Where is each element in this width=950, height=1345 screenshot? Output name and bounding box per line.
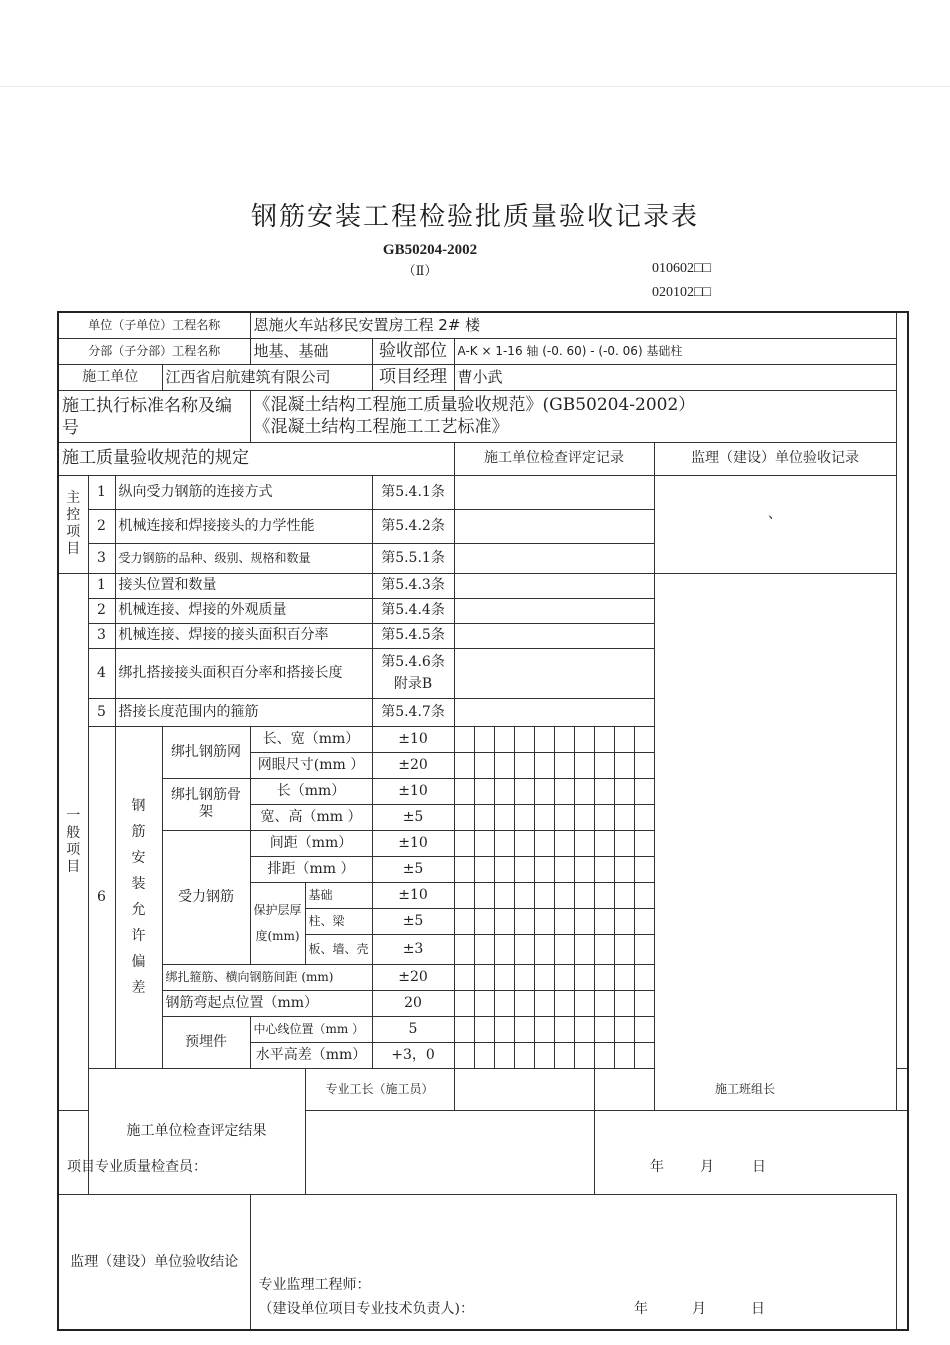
- main-mark: 、: [768, 505, 783, 522]
- grid-cell: [474, 1042, 494, 1068]
- grid-cell: [534, 1042, 554, 1068]
- main-item-clause: 第5.5.1条: [372, 543, 454, 573]
- grid-cell: [534, 882, 554, 908]
- grid-cell: [594, 990, 614, 1016]
- grid-cell: [534, 934, 554, 964]
- spec-label: 施工质量验收规范的规定: [58, 442, 454, 475]
- grid-cell: [474, 752, 494, 778]
- supervise-label: 监理（建设）单位验收记录: [654, 442, 896, 475]
- tol-item: 钢筋弯起点位置（mm）: [162, 990, 372, 1016]
- grid-cell: [554, 778, 574, 804]
- inspector-cell: 项目专业质量检查员： 年 月 日: [58, 1110, 594, 1194]
- contractor-label: 施工单位: [58, 364, 162, 390]
- tol-value: +3，0: [372, 1042, 454, 1068]
- general-item-clause: 第5.4.4条: [372, 598, 454, 623]
- grid-cell: [514, 1016, 534, 1042]
- general-item-clause: 第5.4.3条: [372, 573, 454, 598]
- part-value: 地基、基础: [250, 338, 372, 364]
- grid-cell: [534, 726, 554, 752]
- grid-cell: [634, 778, 654, 804]
- grid-cell: [474, 778, 494, 804]
- grid-cell: [474, 804, 494, 830]
- grid-cell: [574, 882, 594, 908]
- grid-cell: [594, 1042, 614, 1068]
- grid-cell: [554, 804, 574, 830]
- grid-cell: [554, 1016, 574, 1042]
- general-item-no: 4: [88, 648, 115, 698]
- grid-cell: [554, 726, 574, 752]
- tol-value: ±10: [372, 882, 454, 908]
- main-supervise-record: [654, 475, 896, 573]
- general-item-check: [454, 598, 654, 623]
- exec-std-values: [250, 390, 896, 442]
- general-item-clause-cell: [372, 648, 454, 698]
- grid-cell: [614, 830, 634, 856]
- engineer-month: 月: [692, 1300, 706, 1317]
- unit-label: 单位（子单位）工程名称: [58, 312, 250, 338]
- tol-group-label: [115, 726, 162, 1068]
- grid-cell: [554, 752, 574, 778]
- team-value: [896, 1068, 908, 1110]
- pm-label: 项目经理: [372, 364, 454, 390]
- general-item-clause-appendix: 附录B: [393, 676, 433, 692]
- form-code-2: 020102□□: [652, 285, 711, 300]
- grid-cell: [474, 964, 494, 990]
- general-item-check: [454, 698, 654, 726]
- grid-cell: [494, 964, 514, 990]
- grid-cell: [474, 934, 494, 964]
- main-group-text: 主控项目: [66, 490, 81, 557]
- general-item-text: 机械连接、焊接的外观质量: [115, 598, 372, 623]
- tol-group-text: 钢筋安装允许偏差: [131, 798, 146, 996]
- grid-cell: [614, 1042, 634, 1068]
- tol-value: ±10: [372, 726, 454, 752]
- main-item-clause: 第5.4.2条: [372, 509, 454, 543]
- grid-cell: [534, 1016, 554, 1042]
- grid-cell: [454, 778, 474, 804]
- grid-cell: [574, 778, 594, 804]
- grid-cell: [594, 726, 614, 752]
- grid-cell: [494, 804, 514, 830]
- grid-cell: [514, 964, 534, 990]
- general-item-text: 搭接长度范围内的箍筋: [115, 698, 372, 726]
- inspector-label: 项目专业质量检查员：: [67, 1158, 207, 1175]
- main-row-1: [58, 475, 908, 509]
- engineer-day: 日: [751, 1300, 765, 1317]
- unit-value: 恩施火车站移民安置房工程 2# 楼: [250, 312, 896, 338]
- grid-cell: [594, 1016, 614, 1042]
- grid-cell: [554, 934, 574, 964]
- grid-cell: [634, 1016, 654, 1042]
- grid-cell: [494, 778, 514, 804]
- grid-cell: [634, 856, 654, 882]
- general-item-no: 3: [88, 623, 115, 648]
- general-item-text: 绑扎搭接接头面积百分率和搭接长度: [115, 648, 372, 698]
- grid-cell: [594, 882, 614, 908]
- grid-cell: [454, 882, 474, 908]
- grid-cell: [574, 1016, 594, 1042]
- grid-cell: [514, 882, 534, 908]
- grid-cell: [454, 830, 474, 856]
- grid-cell: [514, 830, 534, 856]
- grid-cell: [454, 804, 474, 830]
- tol-value: ±10: [372, 778, 454, 804]
- tol-value: ±20: [372, 964, 454, 990]
- grid-cell: [574, 934, 594, 964]
- grid-cell: [534, 752, 554, 778]
- grid-cell: [594, 934, 614, 964]
- grid-cell: [494, 752, 514, 778]
- general-item-no: 2: [88, 598, 115, 623]
- tol-item-no: 6: [88, 726, 115, 1068]
- main-item-no: 1: [88, 475, 115, 509]
- grid-cell: [454, 964, 474, 990]
- grid-cell: [634, 882, 654, 908]
- general-group-label: [58, 573, 88, 1110]
- general-item-text: 接头位置和数量: [115, 573, 372, 598]
- engineer-cell: [250, 1194, 896, 1330]
- tol-item: 绑扎箍筋、横向钢筋间距 (mm): [162, 964, 372, 990]
- foreman-row: [58, 1068, 908, 1110]
- pm-value: 曹小武: [454, 364, 896, 390]
- tol-item: 中心线位置（mm ）: [250, 1016, 372, 1042]
- team-label: 施工班组长: [594, 1068, 896, 1110]
- grid-cell: [454, 908, 474, 934]
- grid-cell: [514, 726, 534, 752]
- grid-cell: [634, 830, 654, 856]
- grid-cell: [514, 934, 534, 964]
- general-item-check: [454, 573, 654, 598]
- grid-cell: [594, 856, 614, 882]
- mesh-label: 绑扎钢筋网: [162, 726, 250, 778]
- grid-cell: [574, 752, 594, 778]
- top-band: [0, 0, 950, 87]
- grid-cell: [454, 856, 474, 882]
- foreman-label: 专业工长（施工员）: [305, 1068, 454, 1110]
- grid-cell: [574, 964, 594, 990]
- frame-label: 绑扎钢筋骨架: [162, 778, 250, 830]
- grid-cell: [634, 934, 654, 964]
- grid-cell: [494, 1016, 514, 1042]
- tol-item: 长、宽（mm）: [250, 726, 372, 752]
- inspect-part-value: A-K × 1-16 轴 (-0. 60) - (-0. 06) 基础柱: [454, 338, 896, 364]
- grid-cell: [474, 882, 494, 908]
- grid-cell: [554, 964, 574, 990]
- main-item-no: 2: [88, 509, 115, 543]
- general-item-check: [454, 648, 654, 698]
- grid-cell: [574, 830, 594, 856]
- tol-item: 网眼尺寸(mm ）: [250, 752, 372, 778]
- grid-cell: [534, 778, 554, 804]
- grid-cell: [534, 856, 554, 882]
- tol-value: ±5: [372, 856, 454, 882]
- grid-cell: [494, 1042, 514, 1068]
- supervise-row: [58, 1194, 908, 1330]
- exec-std-label: 施工执行标准名称及编号: [58, 390, 250, 442]
- engineer-year: 年: [634, 1300, 648, 1317]
- grid-cell: [474, 908, 494, 934]
- tol-item: 长（mm）: [250, 778, 372, 804]
- grid-cell: [594, 804, 614, 830]
- grid-cell: [614, 990, 634, 1016]
- main-item-text: 机械连接和焊接接头的力学性能: [115, 509, 372, 543]
- grid-cell: [534, 964, 554, 990]
- grid-cell: [494, 882, 514, 908]
- grid-cell: [514, 752, 534, 778]
- grid-cell: [574, 726, 594, 752]
- grid-cell: [634, 804, 654, 830]
- general-item-no: 1: [88, 573, 115, 598]
- row-unit: [58, 312, 908, 338]
- grid-cell: [634, 752, 654, 778]
- main-item-check: [454, 509, 654, 543]
- form-title: 钢筋安装工程检验批质量验收记录表: [250, 202, 699, 232]
- exec-std-2: 《混凝土结构工程施工工艺标准》: [253, 417, 509, 437]
- grid-cell: [614, 908, 634, 934]
- grid-cell: [594, 908, 614, 934]
- grid-cell: [494, 726, 514, 752]
- general-group-text: 一般项目: [66, 807, 81, 875]
- general-supervise-record: [654, 573, 896, 1110]
- tol-value: ±5: [372, 908, 454, 934]
- grid-cell: [614, 964, 634, 990]
- tol-item: 柱、梁: [305, 908, 372, 934]
- grid-cell: [634, 726, 654, 752]
- supervise-conclusion-label: 监理（建设）单位验收结论: [58, 1194, 250, 1330]
- tol-item: 间距（mm）: [250, 830, 372, 856]
- main-item-no: 3: [88, 543, 115, 573]
- grid-cell: [634, 1042, 654, 1068]
- embed-label: 预埋件: [162, 1016, 250, 1068]
- grid-cell: [554, 908, 574, 934]
- row-contractor: [58, 364, 908, 390]
- grid-cell: [554, 856, 574, 882]
- grid-cell: [614, 882, 634, 908]
- grid-cell: [514, 804, 534, 830]
- grid-cell: [534, 804, 554, 830]
- form-code-1: 010602□□: [652, 261, 711, 276]
- cover-label: 保护层厚度(mm): [250, 882, 305, 964]
- form-variant: （Ⅱ）: [402, 264, 438, 279]
- grid-cell: [554, 1042, 574, 1068]
- main-group-label: [58, 475, 88, 573]
- tol-value: 20: [372, 990, 454, 1016]
- tol-item: 板、墙、壳: [305, 934, 372, 964]
- grid-cell: [494, 830, 514, 856]
- grid-cell: [614, 752, 634, 778]
- grid-cell: [594, 778, 614, 804]
- grid-cell: [634, 908, 654, 934]
- main-item-text: 受力钢筋的品种、级别、规格和数量: [115, 543, 372, 573]
- tol-value: ±5: [372, 804, 454, 830]
- general-item-no: 5: [88, 698, 115, 726]
- grid-cell: [454, 1042, 474, 1068]
- grid-cell: [634, 964, 654, 990]
- grid-cell: [474, 990, 494, 1016]
- inspect-part-label: 验收部位: [372, 338, 454, 364]
- main-item-check: [454, 543, 654, 573]
- row-exec-std: [58, 390, 908, 442]
- grid-cell: [534, 908, 554, 934]
- general-item-text: 机械连接、焊接的接头面积百分率: [115, 623, 372, 648]
- grid-cell: [454, 752, 474, 778]
- tol-value: ±3: [372, 934, 454, 964]
- inspection-form: [57, 311, 909, 1331]
- grid-cell: [614, 804, 634, 830]
- tol-item: 水平高差（mm）: [250, 1042, 372, 1068]
- grid-cell: [514, 1042, 534, 1068]
- main-item-text: 纵向受力钢筋的连接方式: [115, 475, 372, 509]
- owner-label: （建设单位项目专业技术负责人)：: [258, 1300, 474, 1317]
- row-part: [58, 338, 908, 364]
- grid-cell: [474, 726, 494, 752]
- grid-cell: [594, 964, 614, 990]
- standard-code: GB50204-2002: [382, 242, 478, 258]
- grid-cell: [494, 856, 514, 882]
- part-label: 分部（子分部）工程名称: [58, 338, 250, 364]
- grid-cell: [634, 990, 654, 1016]
- grid-cell: [514, 908, 534, 934]
- general-item-check: [454, 623, 654, 648]
- grid-cell: [514, 990, 534, 1016]
- grid-cell: [574, 990, 594, 1016]
- foreman-value: [454, 1068, 594, 1110]
- grid-cell: [474, 1016, 494, 1042]
- owner-line: [259, 1297, 893, 1321]
- check-label: 施工单位检查评定记录: [454, 442, 654, 475]
- grid-cell: [574, 804, 594, 830]
- grid-cell: [474, 856, 494, 882]
- grid-cell: [574, 856, 594, 882]
- grid-cell: [614, 856, 634, 882]
- grid-cell: [454, 1016, 474, 1042]
- main-item-clause: 第5.4.1条: [372, 475, 454, 509]
- main-item-check: [454, 475, 654, 509]
- grid-cell: [514, 778, 534, 804]
- grid-cell: [534, 830, 554, 856]
- tol-value: ±10: [372, 830, 454, 856]
- grid-cell: [554, 830, 574, 856]
- general-item-clause: 第5.4.5条: [372, 623, 454, 648]
- general-item-clause: 第5.4.7条: [372, 698, 454, 726]
- tol-value: ±20: [372, 752, 454, 778]
- grid-cell: [594, 752, 614, 778]
- tol-item: 基础: [305, 882, 372, 908]
- general-item-clause: 第5.4.6条: [381, 654, 445, 670]
- grid-cell: [514, 856, 534, 882]
- grid-cell: [614, 778, 634, 804]
- exec-std-1: 《混凝土结构工程施工质量验收规范》(GB50204-2002）: [253, 395, 696, 415]
- check-result-label: 施工单位检查评定结果: [88, 1068, 305, 1194]
- grid-cell: [614, 726, 634, 752]
- row-columns: [58, 442, 908, 475]
- grid-cell: [494, 990, 514, 1016]
- tol-item: 排距（mm ）: [250, 856, 372, 882]
- grid-cell: [614, 934, 634, 964]
- grid-cell: [594, 830, 614, 856]
- tol-item: 宽、高（mm ）: [250, 804, 372, 830]
- grid-cell: [574, 908, 594, 934]
- grid-cell: [574, 1042, 594, 1068]
- grid-cell: [614, 1016, 634, 1042]
- contractor-value: 江西省启航建筑有限公司: [162, 364, 372, 390]
- grid-cell: [454, 990, 474, 1016]
- general-row-1: [58, 573, 908, 598]
- tol-value: 5: [372, 1016, 454, 1042]
- grid-cell: [454, 934, 474, 964]
- grid-cell: [454, 726, 474, 752]
- grid-cell: [494, 908, 514, 934]
- stressed-label: 受力钢筋: [162, 830, 250, 964]
- grid-cell: [494, 934, 514, 964]
- grid-cell: [474, 830, 494, 856]
- engineer-label: 专业监理工程师：: [258, 1276, 371, 1293]
- grid-cell: [534, 990, 554, 1016]
- grid-cell: [554, 990, 574, 1016]
- grid-cell: [554, 882, 574, 908]
